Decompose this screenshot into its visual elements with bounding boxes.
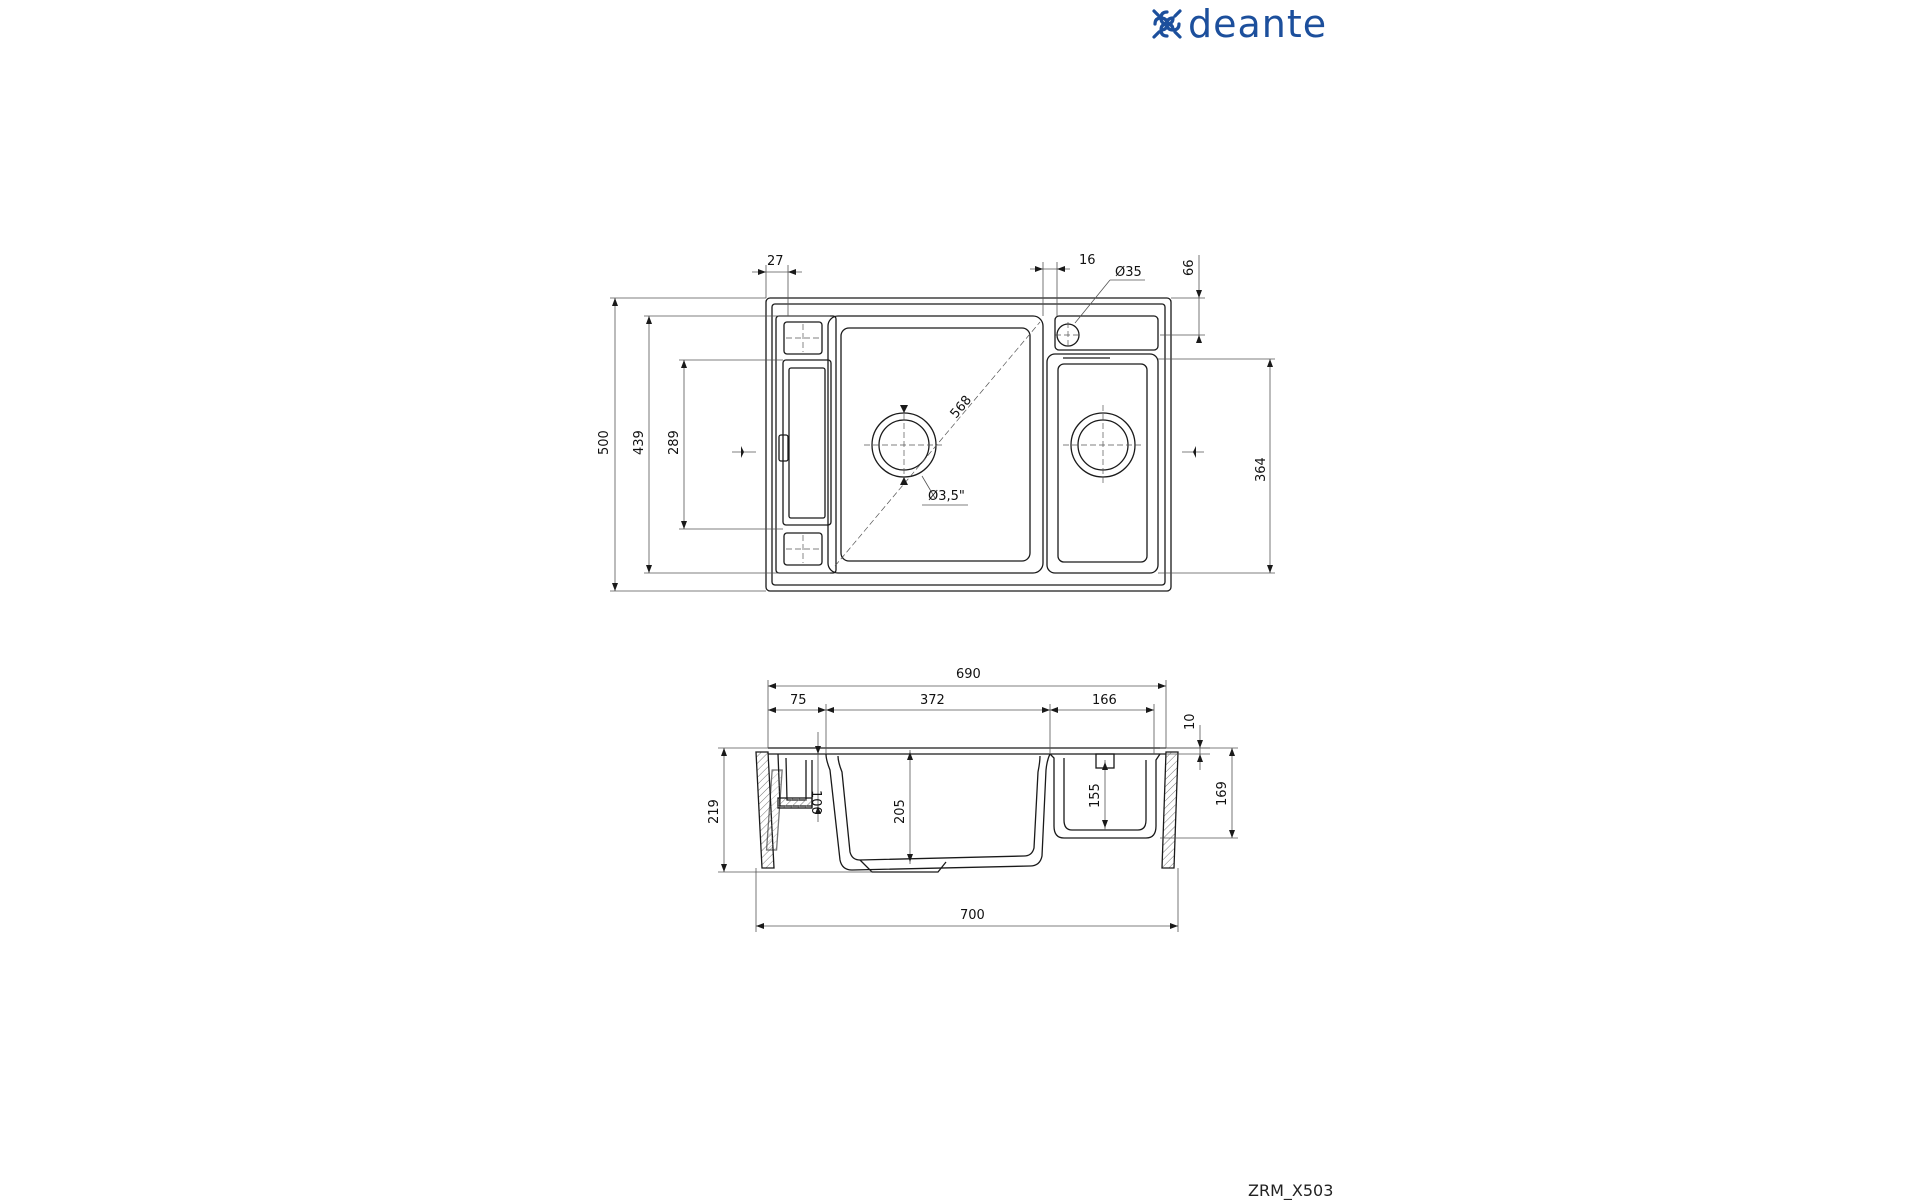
dim-372: 372 — [920, 693, 945, 708]
dim-35: Ø35 — [1115, 265, 1142, 280]
dim-drain: Ø3,5" — [928, 489, 965, 504]
dim-16: 16 — [1079, 253, 1096, 268]
dim-75: 75 — [790, 693, 807, 708]
brand-name: deante — [1188, 2, 1328, 46]
dim-66: 66 — [1182, 259, 1197, 276]
dim-700: 700 — [960, 908, 985, 923]
dim-289: 289 — [667, 430, 682, 455]
top-view-labels — [597, 253, 1269, 504]
drainer-insert-outer — [783, 360, 831, 525]
dim-10: 10 — [1183, 713, 1198, 730]
main-bowl-section — [826, 754, 1050, 870]
dim-690: 690 — [956, 667, 981, 682]
dim-364: 364 — [1254, 457, 1269, 482]
top-view-arrows — [612, 266, 1273, 591]
top-outer-rim — [766, 298, 1171, 591]
brand-logo — [1154, 2, 1327, 46]
dim-219: 219 — [707, 799, 722, 824]
countertop-right — [1162, 752, 1178, 868]
deante-logo-icon — [1154, 11, 1180, 37]
top-view — [766, 298, 1171, 591]
side-view-labels — [707, 667, 1230, 923]
dim-500: 500 — [597, 430, 612, 455]
dim-568: 568 — [947, 392, 976, 422]
dim-205: 205 — [893, 799, 908, 824]
top-view-dimensions — [610, 255, 1275, 591]
dim-439: 439 — [632, 430, 647, 455]
dim-100: 100 — [808, 790, 823, 815]
dim-169: 169 — [1215, 781, 1230, 806]
dim-166: 166 — [1092, 693, 1117, 708]
drainer-insert-inner — [789, 368, 825, 518]
small-bowl-outer — [1047, 354, 1158, 573]
small-bowl-inner — [1058, 364, 1147, 562]
dim-155: 155 — [1088, 783, 1103, 808]
model-code: ZRM_X503 — [1248, 1181, 1334, 1200]
tap-deck — [1055, 316, 1158, 350]
dim-27: 27 — [767, 254, 784, 269]
